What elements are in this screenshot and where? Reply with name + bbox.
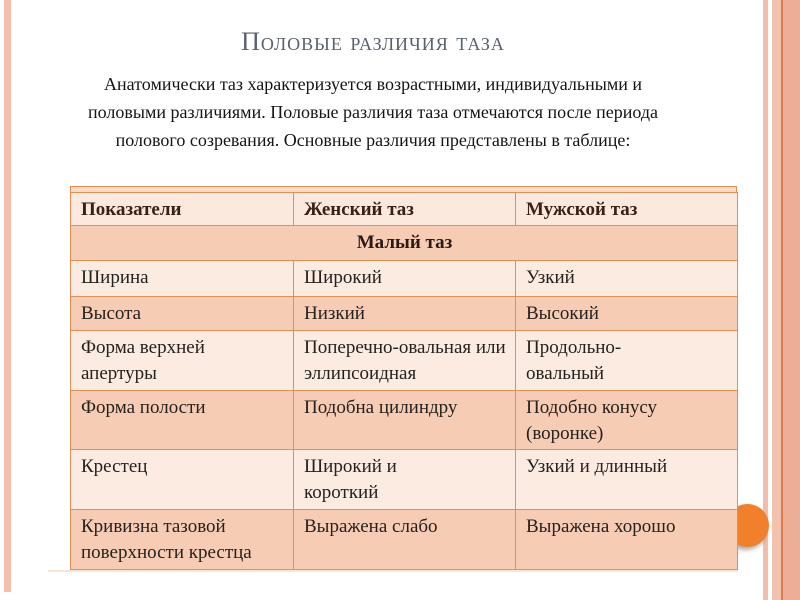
right-border-band (772, 0, 800, 600)
cell-female: Низкий (294, 297, 516, 331)
cell-indicator: Кривизна тазовой поверхности крестца (71, 510, 294, 570)
cell-female: Широкий (294, 261, 516, 297)
column-header-indicators: Показатели (71, 193, 294, 226)
cell-female: Поперечно-овальная или эллипсоидная (294, 331, 516, 391)
column-header-female-pelvis: Женский таз (294, 193, 516, 226)
cell-male: Узкий и длинный (516, 450, 738, 510)
cell-female: Выражена слабо (294, 510, 516, 570)
table-row (71, 510, 738, 570)
cell-indicator: Крестец (71, 450, 294, 510)
section-row (71, 226, 738, 261)
table-row (71, 331, 738, 391)
table-row (71, 297, 738, 331)
table-row (71, 261, 738, 297)
cell-female-text: Широкий и короткий (304, 456, 397, 503)
cell-indicator: Форма верхней апертуры (71, 331, 294, 391)
cell-male (516, 331, 738, 391)
cell-indicator: Высота (71, 297, 294, 331)
cell-male: Подобно конусу (воронке) (516, 391, 738, 450)
bottom-divider-line (48, 570, 738, 572)
section-row-label: Малый таз (71, 226, 738, 261)
cell-female: Подобна цилиндру (294, 391, 516, 450)
table-row (71, 450, 738, 510)
left-border-stripe (4, 0, 11, 592)
cell-male: Выражена хорошо (516, 510, 738, 570)
column-header-male-pelvis: Мужской таз (516, 193, 738, 226)
cell-indicator: Форма полости (71, 391, 294, 450)
cell-male: Высокий (516, 297, 738, 331)
right-thin-stripe (763, 0, 768, 600)
cell-indicator: Ширина (71, 261, 294, 297)
cell-male-text: Продольно-овальный (526, 337, 622, 384)
page-title: Половые различия таза (241, 27, 505, 56)
pelvis-differences-table (70, 192, 738, 570)
table-header-row (71, 193, 738, 226)
table-row (71, 391, 738, 450)
cell-male: Узкий (516, 261, 738, 297)
intro-paragraph: Анатомически таз характеризуется возрастными, индивидуальными и половыми различиями. Половые различия таза отмечаются после периода полового созревания. Основные различия представлены в таблице: (88, 74, 658, 150)
cell-female (294, 450, 516, 510)
